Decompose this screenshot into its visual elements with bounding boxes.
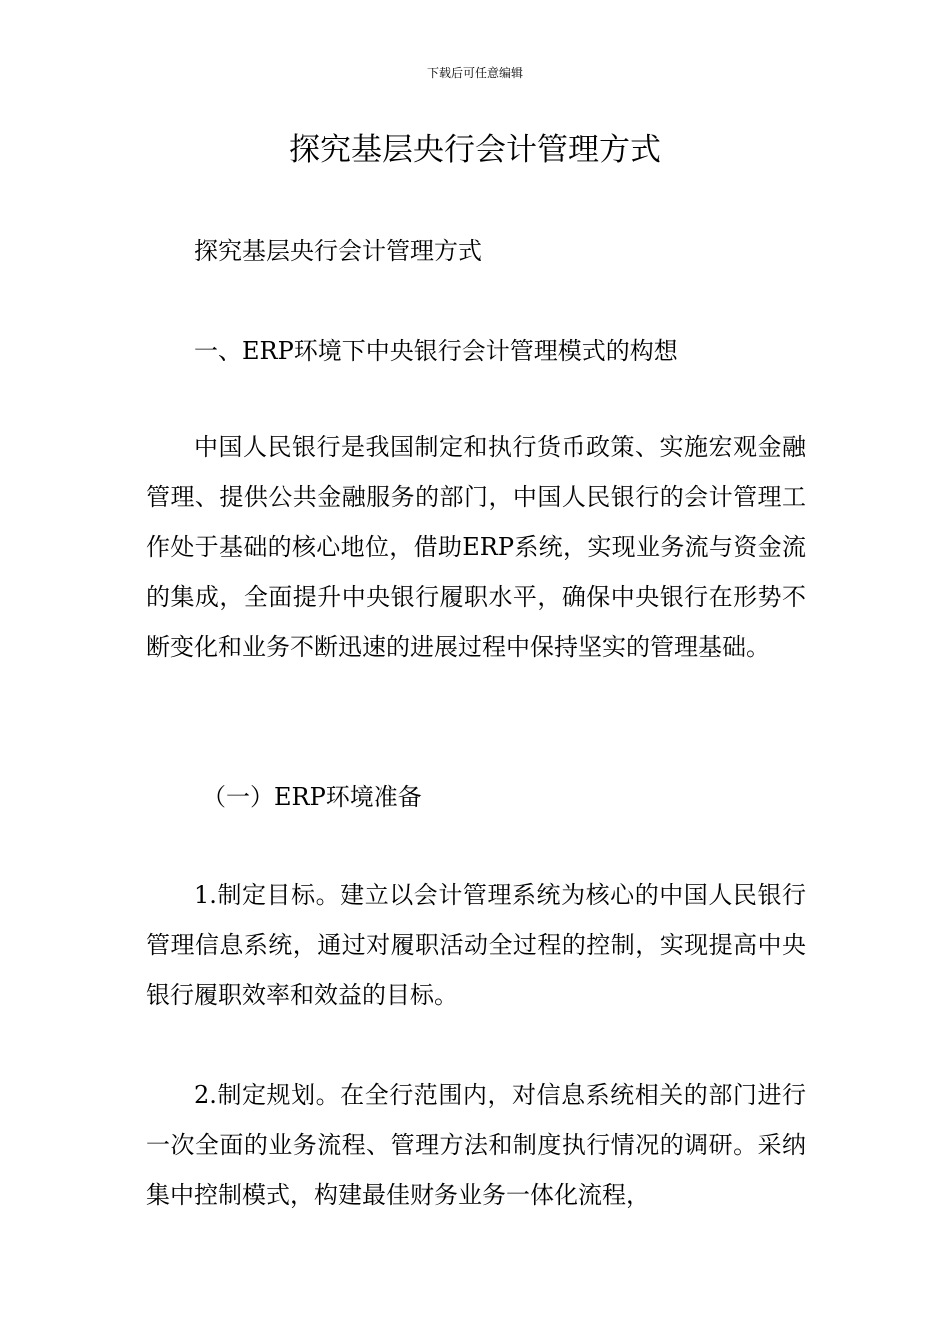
section-heading: 一、ERP环境下中央银行会计管理模式的构想 — [194, 337, 678, 365]
intro-paragraph: 中国人民银行是我国制定和执行货币政策、实施宏观金融管理、提供公共金融服务的部门，中国人民银行的会计管理工作处于基础的核心地位，借助ERP系统，实现业务流与资金流的集成，全面提升中央银行履职水平，确保中央银行在形势不断变化和业务不断迅速的进展过程中保持坚实的管理基础。 — [146, 433, 806, 661]
paragraph-item-2: 2.制定规划。在全行范围内，对信息系统相关的部门进行一次全面的业务流程、管理方法和制度执行情况的调研。采纳集中控制模式，构建最佳财务业务一体化流程， — [146, 1081, 806, 1209]
subsection-heading: （一）ERP环境准备 — [202, 783, 422, 811]
paragraph-item-1: 1.制定目标。建立以会计管理系统为核心的中国人民银行管理信息系统，通过对履职活动全过程的控制，实现提高中央银行履职效率和效益的目标。 — [146, 881, 806, 1009]
document-title: 探究基层央行会计管理方式 — [289, 132, 661, 168]
document-subtitle: 探究基层央行会计管理方式 — [194, 237, 482, 265]
page-header-note: 下载后可任意编辑 — [426, 66, 523, 80]
